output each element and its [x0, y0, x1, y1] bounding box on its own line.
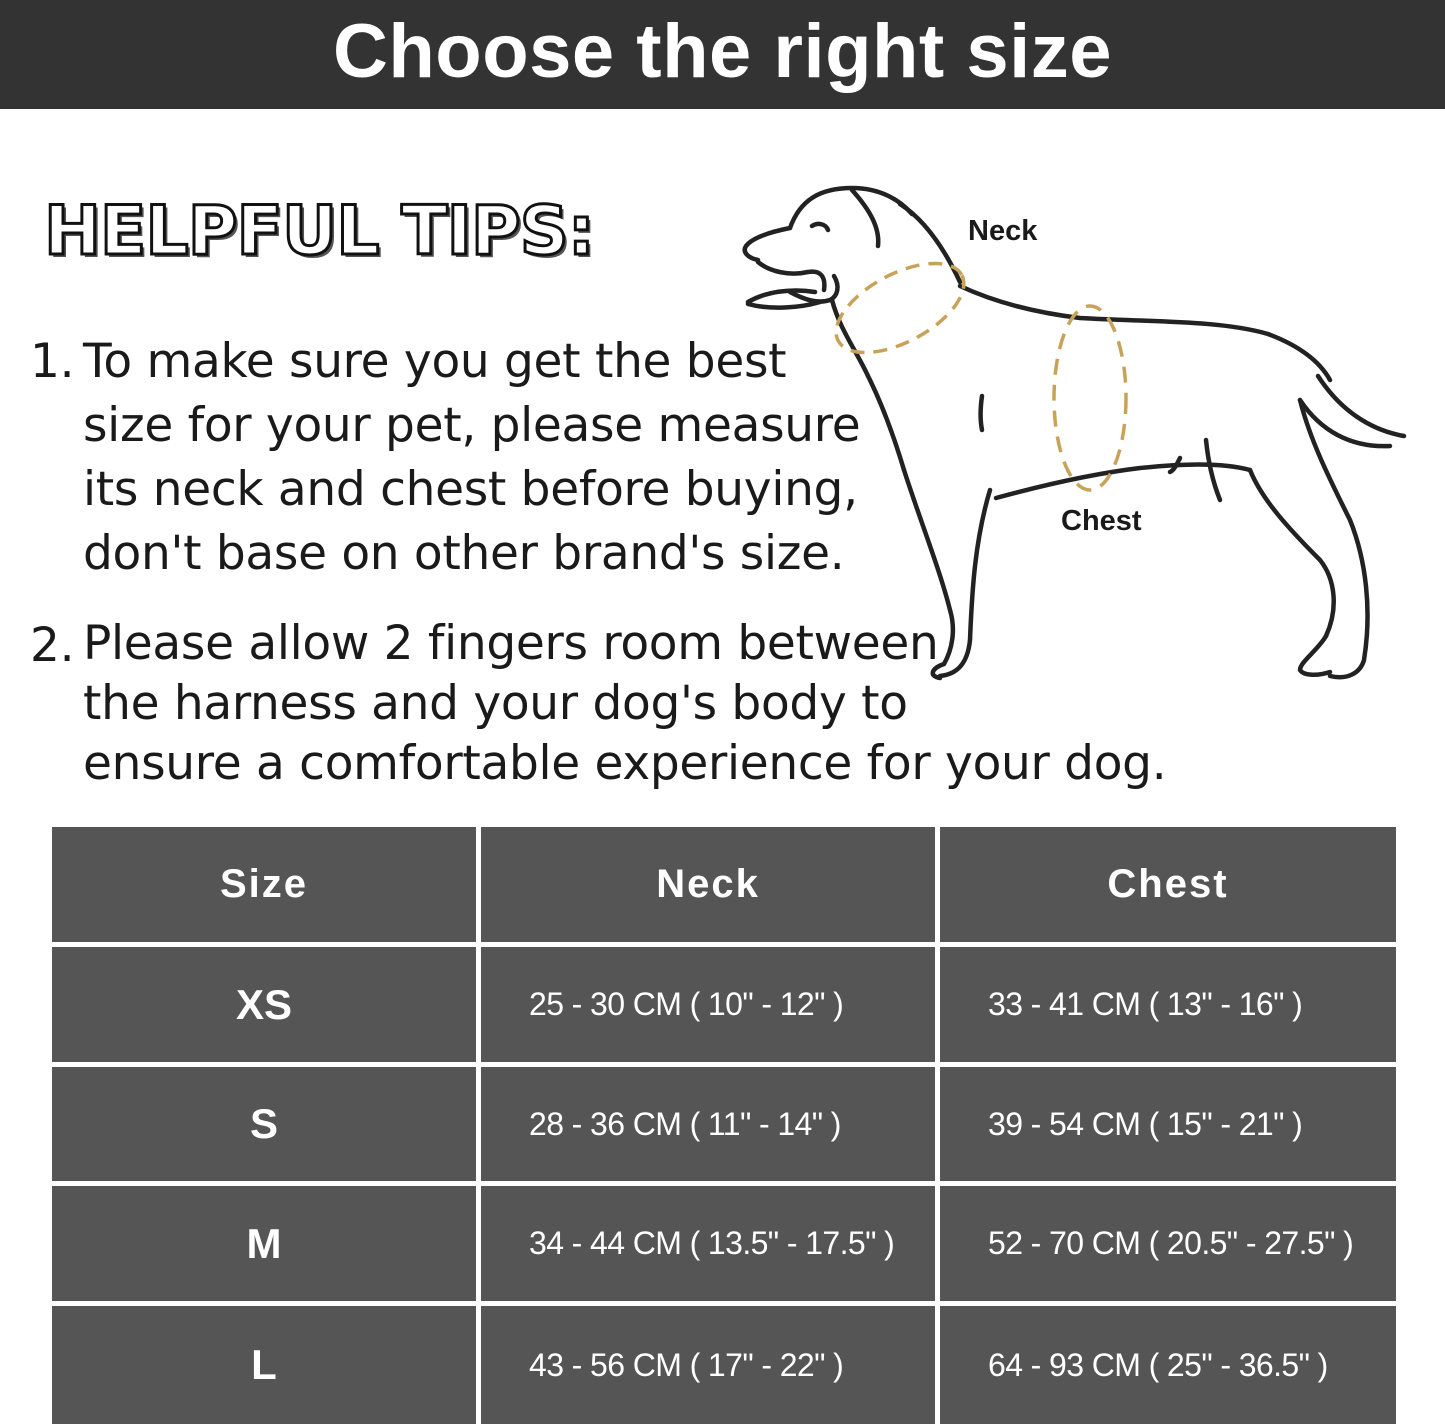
- tip-text-line: Please allow 2 fingers room between: [83, 616, 939, 671]
- table-header-chest: Chest: [940, 827, 1396, 942]
- tip-text-line: its neck and chest before buying,: [83, 462, 858, 517]
- chest-measure-ring: [1054, 306, 1126, 490]
- neck-cell: 28 - 36 CM ( 11" - 14" ): [481, 1067, 935, 1181]
- dog-measurement-illustration: [730, 180, 1420, 690]
- tip-text-line: don't base on other brand's size.: [83, 526, 845, 581]
- size-cell: L: [52, 1306, 476, 1424]
- chest-cell: 64 - 93 CM ( 25" - 36.5" ): [940, 1306, 1396, 1424]
- neck-measure-ring: [822, 245, 978, 371]
- table-header-neck: Neck: [481, 827, 935, 942]
- tips-heading: HELPFUL TIPS:: [44, 192, 594, 271]
- chest-cell: 52 - 70 CM ( 20.5" - 27.5" ): [940, 1186, 1396, 1301]
- tip-number: 1.: [30, 334, 75, 389]
- measure-rings: [822, 245, 1126, 490]
- tip-number: 2.: [30, 618, 75, 673]
- page-title: Choose the right size: [332, 8, 1113, 94]
- dog-outline: [745, 188, 1404, 678]
- chest-cell: 33 - 41 CM ( 13" - 16" ): [940, 947, 1396, 1062]
- tip-text-line: To make sure you get the best: [83, 334, 787, 389]
- size-cell: XS: [52, 947, 476, 1062]
- tip-text-line: the harness and your dog's body to: [83, 676, 908, 731]
- size-chart-table: [52, 827, 1396, 1424]
- size-cell: S: [52, 1067, 476, 1181]
- size-cell: M: [52, 1186, 476, 1301]
- neck-cell: 25 - 30 CM ( 10" - 12" ): [481, 947, 935, 1062]
- neck-cell: 34 - 44 CM ( 13.5" - 17.5" ): [481, 1186, 935, 1301]
- tip-text-line: ensure a comfortable experience for your dog.: [83, 736, 1167, 791]
- chest-label: Chest: [1061, 505, 1142, 537]
- tip-text-line: size for your pet, please measure: [83, 398, 861, 453]
- table-header-size: Size: [52, 827, 476, 942]
- title-banner: [0, 0, 1445, 109]
- neck-label: Neck: [968, 215, 1038, 247]
- neck-cell: 43 - 56 CM ( 17" - 22" ): [481, 1306, 935, 1424]
- chest-cell: 39 - 54 CM ( 15" - 21" ): [940, 1067, 1396, 1181]
